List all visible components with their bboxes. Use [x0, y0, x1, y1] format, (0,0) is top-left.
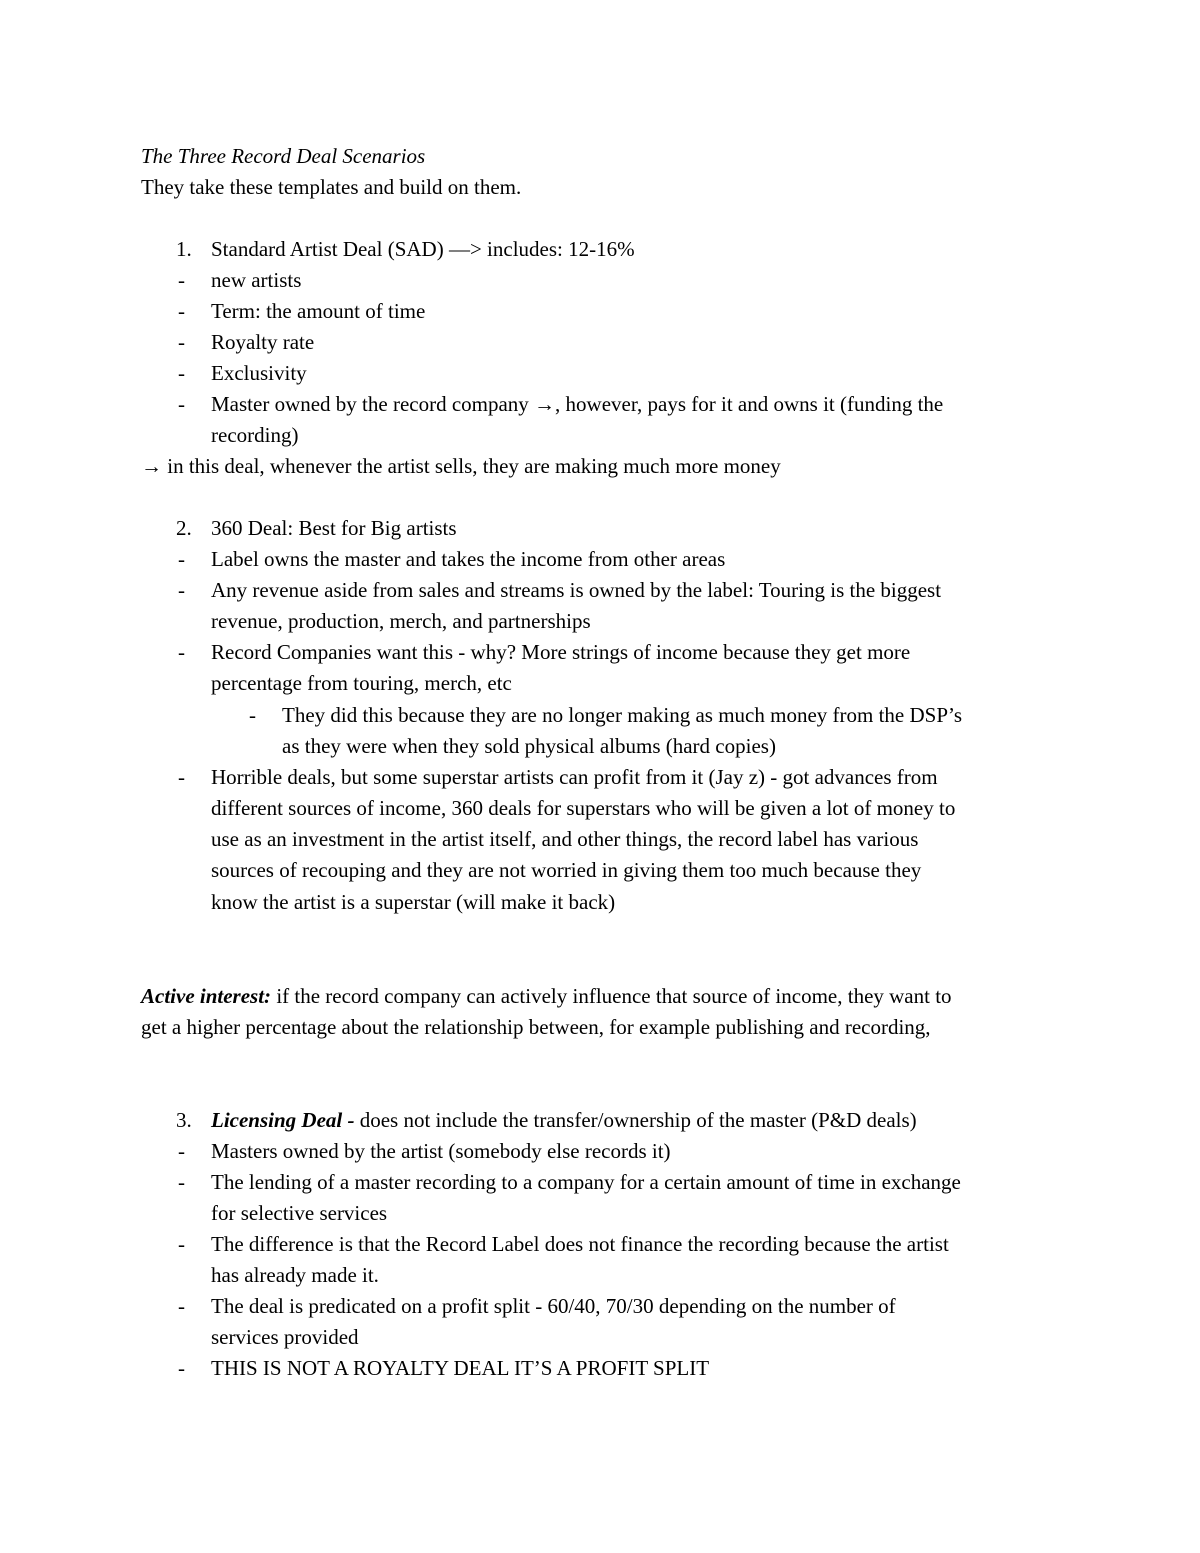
- bullet-dash: -: [178, 1294, 185, 1318]
- section2-item-continuation: sources of recouping and they are not worried in giving them too much because they: [211, 858, 922, 882]
- section3-heading-rest: does not include the transfer/ownership of the master (P&D deals): [354, 1108, 917, 1132]
- bullet-dash: -: [178, 640, 185, 664]
- section3-item-continuation: has already made it.: [211, 1263, 379, 1287]
- section3-item-continuation: services provided: [211, 1325, 359, 1349]
- bullet-dash: -: [178, 1139, 185, 1163]
- section1-note: → in this deal, whenever the artist sells, they are making much more money: [141, 454, 781, 478]
- section2-item-continuation: revenue, production, merch, and partnerships: [211, 609, 591, 633]
- active-interest-text: if the record company can actively influence that source of income, they want to: [271, 984, 952, 1008]
- section3-item: The difference is that the Record Label does not finance the recording because the artist: [211, 1232, 949, 1256]
- section1-item: new artists: [211, 268, 302, 292]
- section2-heading: 360 Deal: Best for Big artists: [211, 516, 457, 540]
- section2-item-continuation: know the artist is a superstar (will make it back): [211, 890, 616, 914]
- bullet-dash: -: [178, 1232, 185, 1256]
- bullet-dash: -: [178, 330, 185, 354]
- section1-item: Royalty rate: [211, 330, 315, 354]
- section3-item: Masters owned by the artist (somebody else records it): [211, 1139, 671, 1163]
- section3-item: THIS IS NOT A ROYALTY DEAL IT’S A PROFIT SPLIT: [211, 1356, 710, 1380]
- section2-subitem-continuation: as they were when they sold physical albums (hard copies): [282, 734, 776, 758]
- section3-item: The lending of a master recording to a company for a certain amount of time in exchange: [211, 1170, 961, 1194]
- section2-item-continuation: different sources of income, 360 deals for superstars who will be given a lot of money to: [211, 796, 956, 820]
- document-title: The Three Record Deal Scenarios: [141, 144, 426, 168]
- section2-item: Record Companies want this - why? More strings of income because they get more: [211, 640, 911, 664]
- section1-item: Master owned by the record company →, however, pays for it and owns it (funding the: [211, 392, 944, 416]
- section2-item: Horrible deals, but some superstar artists can profit from it (Jay z) - got advances from: [211, 765, 938, 789]
- section2-number: 2.: [176, 516, 192, 540]
- section3-item-continuation: for selective services: [211, 1201, 388, 1225]
- section3-number: 3.: [176, 1108, 192, 1132]
- section1-heading: Standard Artist Deal (SAD) —> includes: 12-16%: [211, 237, 635, 261]
- active-interest-paragraph: [141, 981, 952, 1012]
- bullet-dash: -: [178, 268, 185, 292]
- section3-heading: [211, 1105, 917, 1136]
- bullet-dash: -: [178, 392, 185, 416]
- active-interest-term: Active interest:: [141, 984, 272, 1008]
- section2-item: Label owns the master and takes the income from other areas: [211, 547, 726, 571]
- section1-item: Term: the amount of time: [211, 299, 426, 323]
- section2-item: Any revenue aside from sales and streams is owned by the label: Touring is the biggest: [211, 578, 942, 602]
- bullet-dash: -: [178, 1356, 185, 1380]
- section3-heading-bold: Licensing Deal -: [211, 1108, 355, 1132]
- section1-item-continuation: recording): [211, 423, 299, 447]
- bullet-dash: -: [178, 1170, 185, 1194]
- bullet-dash: -: [178, 299, 185, 323]
- bullet-dash: -: [178, 547, 185, 571]
- sub-bullet-dash: -: [249, 703, 256, 727]
- active-interest-text-continuation: get a higher percentage about the relationship between, for example publishing and recording,: [141, 1015, 931, 1039]
- bullet-dash: -: [178, 765, 185, 789]
- bullet-dash: -: [178, 578, 185, 602]
- section2-item-continuation: percentage from touring, merch, etc: [211, 671, 512, 695]
- section3-item: The deal is predicated on a profit split - 60/40, 70/30 depending on the number of: [211, 1294, 896, 1318]
- bullet-dash: -: [178, 361, 185, 385]
- section1-number: 1.: [176, 237, 192, 261]
- intro-text: They take these templates and build on them.: [141, 175, 522, 199]
- section1-item: Exclusivity: [211, 361, 307, 385]
- section2-item-continuation: use as an investment in the artist itself, and other things, the record label has various: [211, 827, 919, 851]
- section2-subitem: They did this because they are no longer making as much money from the DSP’s: [282, 703, 963, 727]
